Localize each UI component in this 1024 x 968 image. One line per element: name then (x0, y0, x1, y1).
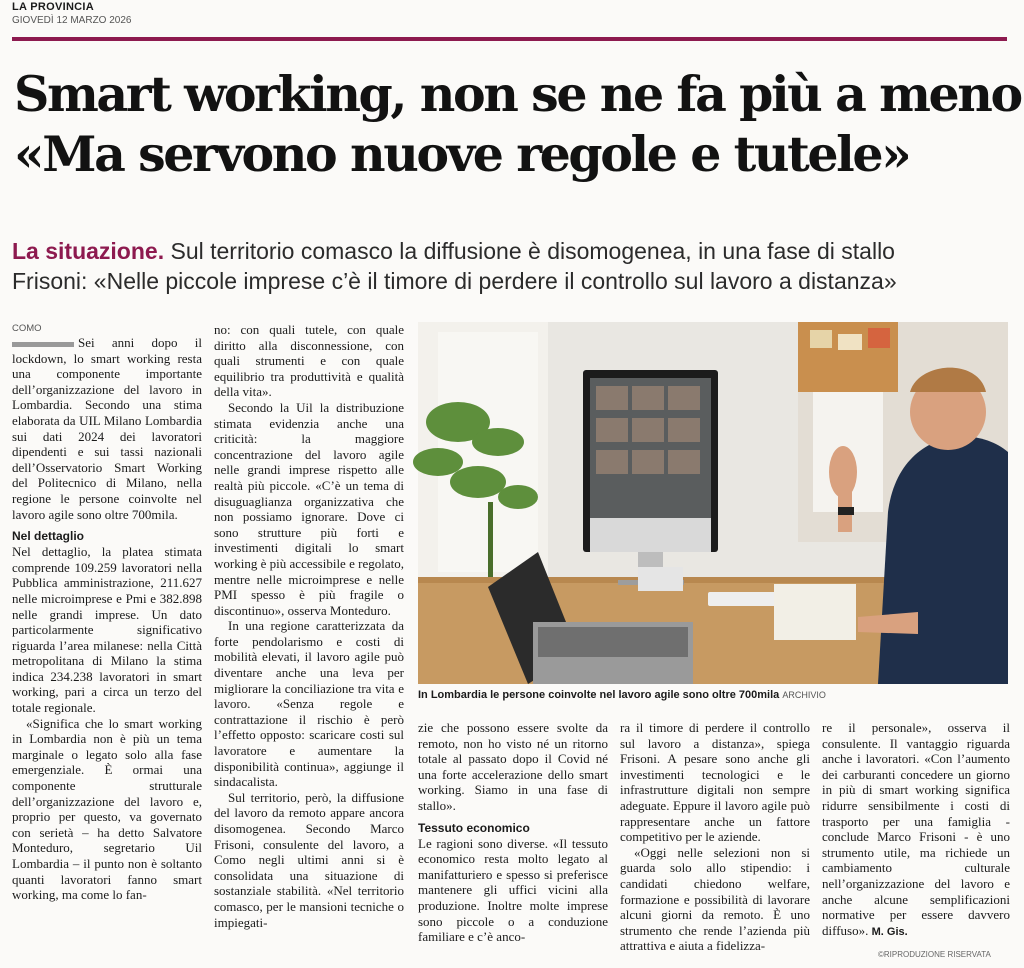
article-column-1 (12, 322, 202, 962)
deck-lead: La situazione. (12, 238, 165, 264)
publication-date: GIOVEDÌ 12 MARZO 2026 (12, 15, 132, 26)
article-photo (418, 322, 1008, 684)
article-column-3 (418, 720, 608, 964)
subheading: Nel dettaglio (12, 529, 85, 544)
publication-name: LA PROVINCIA (12, 1, 95, 13)
header-rule (12, 37, 1007, 41)
paragraph: zie che possono essere svolte da remoto, non ho visto né un ritorno totale al passato dopo il Covid né una forte accelerazione dello smart working. Siamo in una fase di stallo». (418, 720, 608, 813)
article-column-2 (214, 322, 404, 962)
paragraph: Sul territorio, però, la diffusione del lavoro da remoto appare ancora disomogenea. Secondo Marco Frisoni, consulente del lavoro, a Como negli ultimi anni si è consolidata una situazione di sostanziale stabilità. «Nel territorio comasco, per le mansioni tecniche o impiegati- (214, 789, 404, 930)
paragraph: «Oggi nelle selezioni non si guarda solo allo stipendio: i candidati chiedono welfare, formazione e possibilità di lavorare alcuni giorni da remoto. È uno strumento che rende l’azienda più attrattiva e aiuta a fidelizza- (620, 844, 810, 954)
paragraph: ra il timore di perdere il controllo sul lavoro a distanza», spiega Frisoni. A pesare sono anche gli investimenti tecnologici e le infrastrutture digitali non sempre adeguate. Eppure il lavoro agile può rappresentare anche un fattore competitivo per le aziende. (620, 720, 810, 845)
dateline-bar (12, 342, 74, 347)
dateline: COMO (12, 323, 42, 334)
paragraph: «Significa che lo smart working in Lombardia non è più un tema marginale o legato solo alla fase emergenziale. È ormai una componente strutturale dell’organizzazione del lavoro e, proprio per questo, va governato con serietà – ha detto Salvatore Monteduro, segretario Uil Lombardia – il punto non è soltanto quanti lavoratori fanno smart working, ma come lo fan- (12, 715, 202, 903)
headline (14, 64, 1021, 184)
deck (12, 236, 1012, 296)
photo-credit: ARCHIVIO (782, 690, 826, 700)
deck-line-1: Sul territorio comasco la diffusione è disomogenea, in una fase di stallo (164, 238, 895, 264)
author-signature: M. Gis. (871, 925, 908, 938)
copyright-notice: ©RIPRODUZIONE RISERVATA (878, 950, 991, 959)
article-column-4 (620, 720, 810, 954)
headline-line-2: «Ma servono nuove regole e tutele» (14, 125, 910, 183)
paragraph: Secondo la Uil la distribuzione stimata evidenzia anche una criticità: la maggiore concentrazione del lavoro agile nelle grandi imprese rispetto alle realtà più piccole. «C’è un tema di disuguaglianza organizzativa che non possiamo ignorare. Dove ci sono strutture più forti e investimenti digitali lo smart working è più accessibile e regolato, mentre nelle microimprese e nelle PMI spesso è più fragile o discontinuo», osserva Monteduro. (214, 399, 404, 618)
deck-line-2: Frisoni: «Nelle piccole imprese c’è il timore di perdere il controllo sul lavoro a distanza» (12, 268, 897, 294)
paragraph: re il personale», osserva il consulente. Il vantaggio riguarda anche i lavoratori. «Con l’aumento dei carburanti concedere un giorno in più di smart working significa ridurre sensibilmente i costi di trasporto per una famiglia - conclude Marco Frisoni - è uno strumento utile, ma richiede un cambiamento culturale nell’organizzazione del lavoro e anche alcune semplificazioni normative per essere davvero diffuso». (822, 720, 1010, 938)
photo-caption (418, 688, 1013, 702)
photo-illustration (418, 322, 1008, 684)
masthead (12, 0, 132, 27)
paragraph: Sei anni dopo il lockdown, lo smart working resta una componente importante dell’organizzazione del lavoro in Lombardia. Secondo una stima elaborata da UIL Milano Lombardia sui dati 2024 dei lavoratori dipendenti e sui tassi nazionali dell’Osservatorio Smart Working del Politecnico di Milano, nella regione le persone coinvolte nel lavoro agile sono oltre 700mila. (12, 335, 202, 522)
headline-line-1: Smart working, non se ne fa più a meno (14, 65, 1021, 123)
article-column-5 (822, 720, 1010, 944)
paragraph: no: con quali tutele, con quale diritto alla disconnessione, con quali strumenti e con quale equilibrio tra produttività e qualità della vita». (214, 322, 404, 400)
subheading: Tessuto economico (418, 820, 530, 835)
paragraph: Le ragioni sono diverse. «Il tessuto economico resta molto legato al manifatturiero e spesso si preferisce mantenere gli uffici vicini alla produzione. Inoltre molte imprese sono piccole o a conduzione familiare e c’è anco- (418, 835, 608, 945)
paragraph: In una regione caratterizzata da forte pendolarismo e costi di mobilità elevati, il lavoro agile può diventare anche una leva per migliorare la conciliazione tra vita e lavoro. «Senza regole e contrattazione il rischio è però l’effetto opposto: scaricare costi sul lavoratore e aumentare la disponibilità continua», aggiunge il sindacalista. (214, 618, 404, 790)
paragraph: Nel dettaglio, la platea stimata comprende 109.259 lavoratori nella Pubblica amministrazione, 211.627 nelle microimprese e Pmi e 382.898 nelle grandi imprese. Un dato particolarmente significativo riguarda l’area milanese: nella Città metropolitana di Milano la stima indica 234.238 lavoratori in smart working, pari a circa un terzo del totale regionale. (12, 544, 202, 716)
caption-text: In Lombardia le persone coinvolte nel lavoro agile sono oltre 700mila (418, 689, 780, 701)
